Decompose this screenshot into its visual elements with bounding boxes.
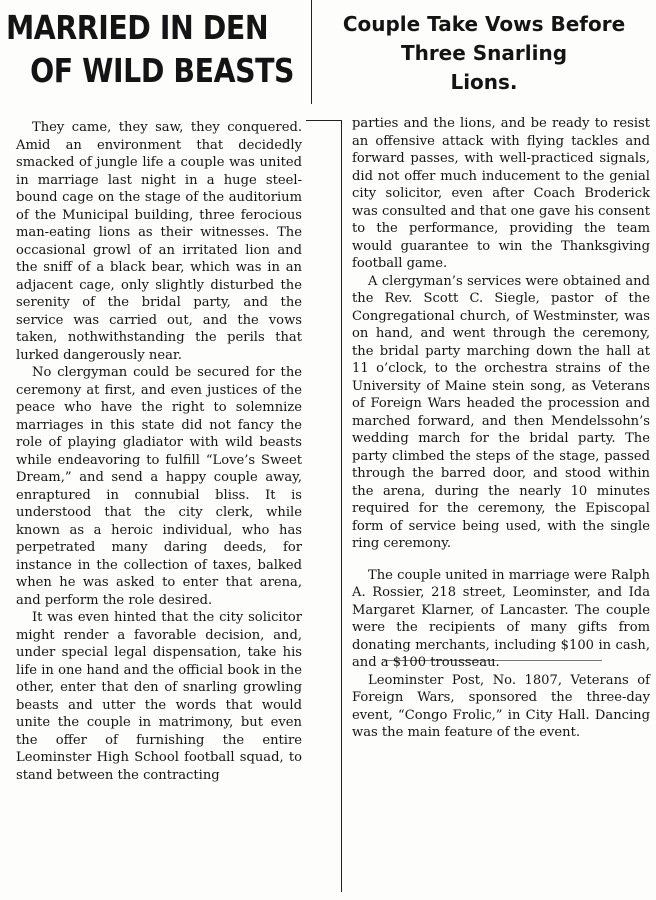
article-column-right	[352, 115, 650, 742]
deck-line-2: Three Snarling	[400, 41, 568, 65]
main-headline	[6, 6, 295, 92]
article-paragraph-3: It was even hinted that the city solicitor might render a favorable decision, and, under special legal dispensation, take his life in one hand and the official book in the other, enter that den of snarling growling beasts and utter the words that would unite the couple in matrimony, but even the offer of furnishing the entire Leominster High School football squad, to stand between the contracting	[16, 610, 302, 783]
deck-line-1: Couple Take Vows Before	[342, 12, 626, 36]
article-paragraph-6: Leominster Post, No. 1807, Veterans of Foreign Wars, sponsored the three-day event, “Congo Frolic,” in City Hall. Dancing was the main feature of the event.	[352, 672, 650, 740]
headline-line-2: OF WILD BEASTS	[30, 51, 295, 90]
article-paragraph-1: They came, they saw, they conquered. Amid an environment that decidedly smacked of jungle life a couple was united in marriage last night in a huge steel-bound cage on the stage of the auditorium of the Municipal building, three ferocious man-eating lions as their witnesses. The occasional growl of an irritated lion and the sniff of a black bear, which was in an adjacent cage, only slightly disturbed the serenity of the bridal party, and the service was carried out, and the vows taken, nothwithstanding the perils that lurked dangerously near.	[16, 120, 302, 363]
column-divider	[341, 120, 342, 892]
article-paragraph-5: The couple united in marriage were Ralph A. Rossier, 218 street, Leominster, and Ida Margaret Klarner, of Lancaster. The couple were the recipients of many gifts from donating merchants, including $100 in cash, and a $100 trousseau.	[352, 567, 650, 670]
deck-headline	[318, 10, 650, 97]
headline-line-1: MARRIED IN DEN	[6, 8, 269, 47]
headline-underline-rule	[306, 120, 342, 121]
article-paragraph-2: No clergyman could be secured for the ceremony at first, and even justices of the peace who have the right to solemnize marriages in this state did not fancy the role of playing gladiator with wild beasts while endeavoring to fulfill “Love’s Sweet Dream,” and send a happy couple away, enraptured in connubial bliss. It is understood that the city clerk, while known as a heroic individual, who has perpetrated many daring deeds, for instance in the collection of taxes, balked when he was asked to enter that arena, and perform the role desired.	[16, 365, 302, 608]
article-paragraph-4: A clergyman’s services were obtained and the Rev. Scott C. Siegle, pastor of the Congregational church, of Westminster, was on hand, and went through the ceremony, the bridal party marching down the hall at 11 o’clock, to the orchestra strains of the University of Maine stein song, as Veterans of Foreign Wars headed the procession and marched forward, and then Mendelssohn’s wedding march for the bridal party. The party climbed the steps of the stage, passed through the barred door, and stood within the arena, during the nearly 10 minutes required for the ceremony, the Episcopal form of service being used, with the single ring ceremony.	[352, 273, 650, 551]
deck-line-3: Lions.	[450, 70, 518, 94]
headline-divider-vertical	[311, 0, 312, 104]
article-paragraph-3-continued: parties and the lions, and be ready to resist an offensive attack with flying tackles and forward passes, with well-practiced signals, did not offer much inducement to the genial city solicitor, even after Coach Broderick was consulted and that one gave his consent to the performance, providing the team would guarantee to win the Thanksgiving football game.	[352, 116, 650, 271]
article-column-left	[16, 119, 302, 784]
